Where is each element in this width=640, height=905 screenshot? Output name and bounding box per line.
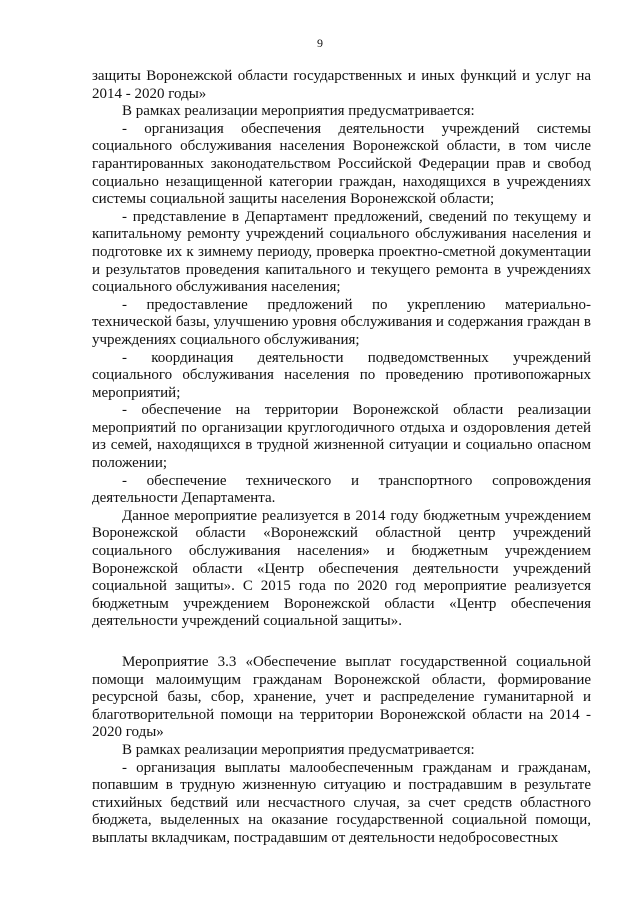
paragraph-intro: В рамках реализации мероприятия предусматривается:	[122, 741, 475, 758]
list-item: - предоставление предложений по укреплению материально-технической базы, улучшению уровня обслуживания и содержания граждан в учреждениях социального обслуживания;	[92, 296, 591, 348]
page-number: 9	[317, 36, 323, 50]
paragraph-continuation: защиты Воронежской области государственных и иных функций и услуг на 2014 - 2020 годы»	[92, 68, 591, 102]
section-heading: Мероприятие 3.3 «Обеспечение выплат государственной социальной помощи малоимущим гражданам Воронежской области, формирование ресурсной базы, сбор, хранение, учет и распределение гуманитарной и благотворительной помощи на территории Воронежской области на 2014 - 2020 годы»	[92, 654, 591, 741]
list-item: - обеспечение на территории Воронежской области реализации мероприятий по организации круглогодичного отдыха и оздоровления детей из семей, находящихся в трудной жизненной ситуации и социально опасном положении;	[92, 402, 591, 472]
list-item: - представление в Департамент предложений, сведений по текущему и капитальному ремонту учреждений социального обслуживания населения и подготовке их к зимнему периоду, проверка проектно-сметной документации и результатов проведения капитального и текущего ремонта в учреждениях социального обслуживания населения;	[92, 208, 591, 296]
list-item: - обеспечение технического и транспортного сопровождения деятельности Департамента.	[92, 472, 591, 507]
list-item: - координация деятельности подведомственных учреждений социального обслуживания населения по проведению противопожарных мероприятий;	[92, 349, 591, 401]
paragraph-gap	[92, 631, 591, 654]
paragraph-intro: В рамках реализации мероприятия предусматривается:	[122, 103, 475, 120]
document-body	[92, 68, 591, 848]
list-item: - организация выплаты малообеспеченным гражданам и гражданам, попавшим в трудную жизненную ситуацию и пострадавшим в результате стихийных бедствий или несчастного случая, за счет средств областного бюджета, выделенных на оказание государственной социальной помощи, выплаты вкладчикам, пострадавшим от деятельности недобросовестных	[92, 759, 591, 846]
paragraph-body: Данное мероприятие реализуется в 2014 году бюджетным учреждением Воронежской области «Воронежский областной центр учреждений социального обслуживания населения» и бюджетным учреждением Воронежской области «Центр обеспечения деятельности учреждений социальной защиты». С 2015 года по 2020 год мероприятие реализуется бюджетным учреждением Воронежской области «Центр обеспечения деятельности учреждений социальной защиты».	[92, 507, 591, 630]
list-item: - организация обеспечения деятельности учреждений системы социального обслуживания населения Воронежской области, в том числе гарантированных законодательством Российской Федерации прав и свобод социально незащищенной категории граждан, находящихся в учреждениях системы социальной защиты населения Воронежской области;	[92, 120, 591, 208]
